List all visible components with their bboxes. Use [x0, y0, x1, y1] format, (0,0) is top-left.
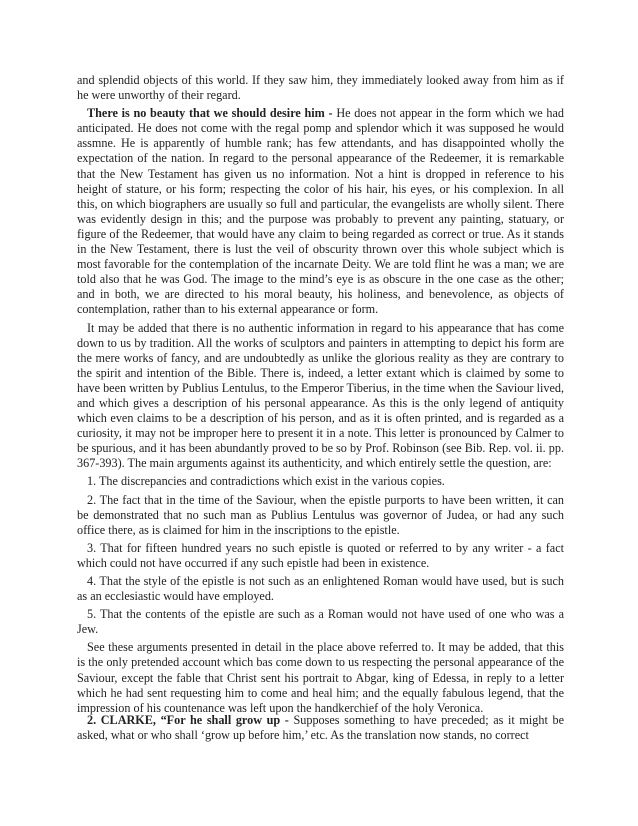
- paragraph-closing: [77, 640, 564, 715]
- paragraph-text: He does not appear in the form which we had anticipated. He does not come with the regal pomp and splendor which it was supposed he would assmne. He is apparently of humble rank; has few attendants, and has disappointed wholly the expectation of the nation. In regard to the personal appearance of the Redeemer, it is remarkable that the New Testament has given us no information. Not a hint is dropped in reference to his height of stature, or his form; respecting the color of his hair, his eyes, or his complexion. In all this, on which biographers are usually so full and particular, the evangelists are wholly silent. There was evidently design in this; and the purpose was probably to prevent any painting, statuary, or figure of the Redeemer, that would have any claim to being regarded as correct or true. As it stands in the New Testament, there is lust the veil of obscurity thrown over this whole subject which is most favorable for the contemplation of the incarnate Deity. We are told flint he was a man; we are told also that he was God. The image to the mind’s eye is as obscure in the one case as the other; and in both, we are directed to his moral beauty, his holiness, and benevolence, as objects of contemplation, rather than to his external appearance or form.: [77, 106, 564, 317]
- section-heading: 2. CLARKE, “For he shall grow up -: [87, 713, 294, 727]
- paragraph-lead: There is no beauty that we should desire him -: [87, 106, 337, 121]
- section-text: Supposes something to have preceded; as it might be asked, what or who shall ‘grow up before him,’ etc. As the translation now stands, no correct: [77, 713, 564, 743]
- paragraph-text: 3. That for fifteen hundred years no such epistle is quoted or referred to by any writer - a fact which could not have occurred if any such epistle had been in existence.: [77, 540, 564, 570]
- paragraph-text: 4. That the style of the epistle is not such as an enlightened Roman would have used, but is such as an ecclesiastic would have employed.: [77, 574, 564, 604]
- clarke-commentary-section: [77, 713, 564, 746]
- paragraph-text: 1. The discrepancies and contradictions which exist in the various copies.: [87, 474, 445, 489]
- argument-3: [77, 541, 564, 571]
- paragraph-1: [77, 73, 564, 103]
- paragraph-text: 5. That the contents of the epistle are such as a Roman would not have used of one who was a Jew.: [77, 607, 564, 637]
- argument-2: [77, 493, 564, 538]
- argument-5: [77, 607, 564, 637]
- paragraph-text: and splendid objects of this world. If they saw him, they immediately looked away from him as if he were unworthy of their regard.: [77, 73, 564, 103]
- paragraph-text: 2. The fact that in the time of the Saviour, when the epistle purports to have been written, it can be demonstrated that no such man as Publius Lentulus was governor of Judea, or had any such office there, as is claimed for him in the inscriptions to the epistle.: [77, 492, 564, 537]
- paragraph-text: It may be added that there is no authentic information in regard to his appearance that has come down to us by tradition. All the works of sculptors and painters in attempting to depict his form are the mere works of fancy, and are undoubtedly as unlike the glorious reality as they are contrary to the spirit and intention of the Bible. There is, indeed, a letter extant which is claimed by some to have been written by Publius Lentulus, to the Emperor Tiberius, in the time when the Saviour lived, and which gives a description of his personal appearance. As this is the only legend of antiquity which even claims to be a description of his person, and as it is often printed, and is regarded as a curiosity, it may not be improper here to present it in a note. This letter is pronounced by Calmer to be spurious, and it has been abundantly proved to be so by Prof. Robinson (see Bib. Rep. vol. ii. pp. 367-393). The main arguments against its authenticity, and which entirely settle the question, are:: [77, 320, 564, 471]
- paragraph-3: [77, 321, 564, 472]
- argument-1: [77, 474, 564, 489]
- paragraph-text: See these arguments presented in detail in the place above referred to. It may be added, that this is the only pretended account which bas come down to us respecting the personal appearance of the Saviour, except the fable that Christ sent his portrait to Abgar, king of Edessa, in reply to a letter which he had sent requesting him to come and heal him; and the equally fabulous legend, that the impression of his countenance was left upon the handkerchief of the holy Veronica.: [77, 640, 564, 715]
- clarke-paragraph: [77, 713, 564, 743]
- paragraph-2: [77, 106, 564, 317]
- argument-4: [77, 574, 564, 604]
- commentary-body: [77, 73, 564, 719]
